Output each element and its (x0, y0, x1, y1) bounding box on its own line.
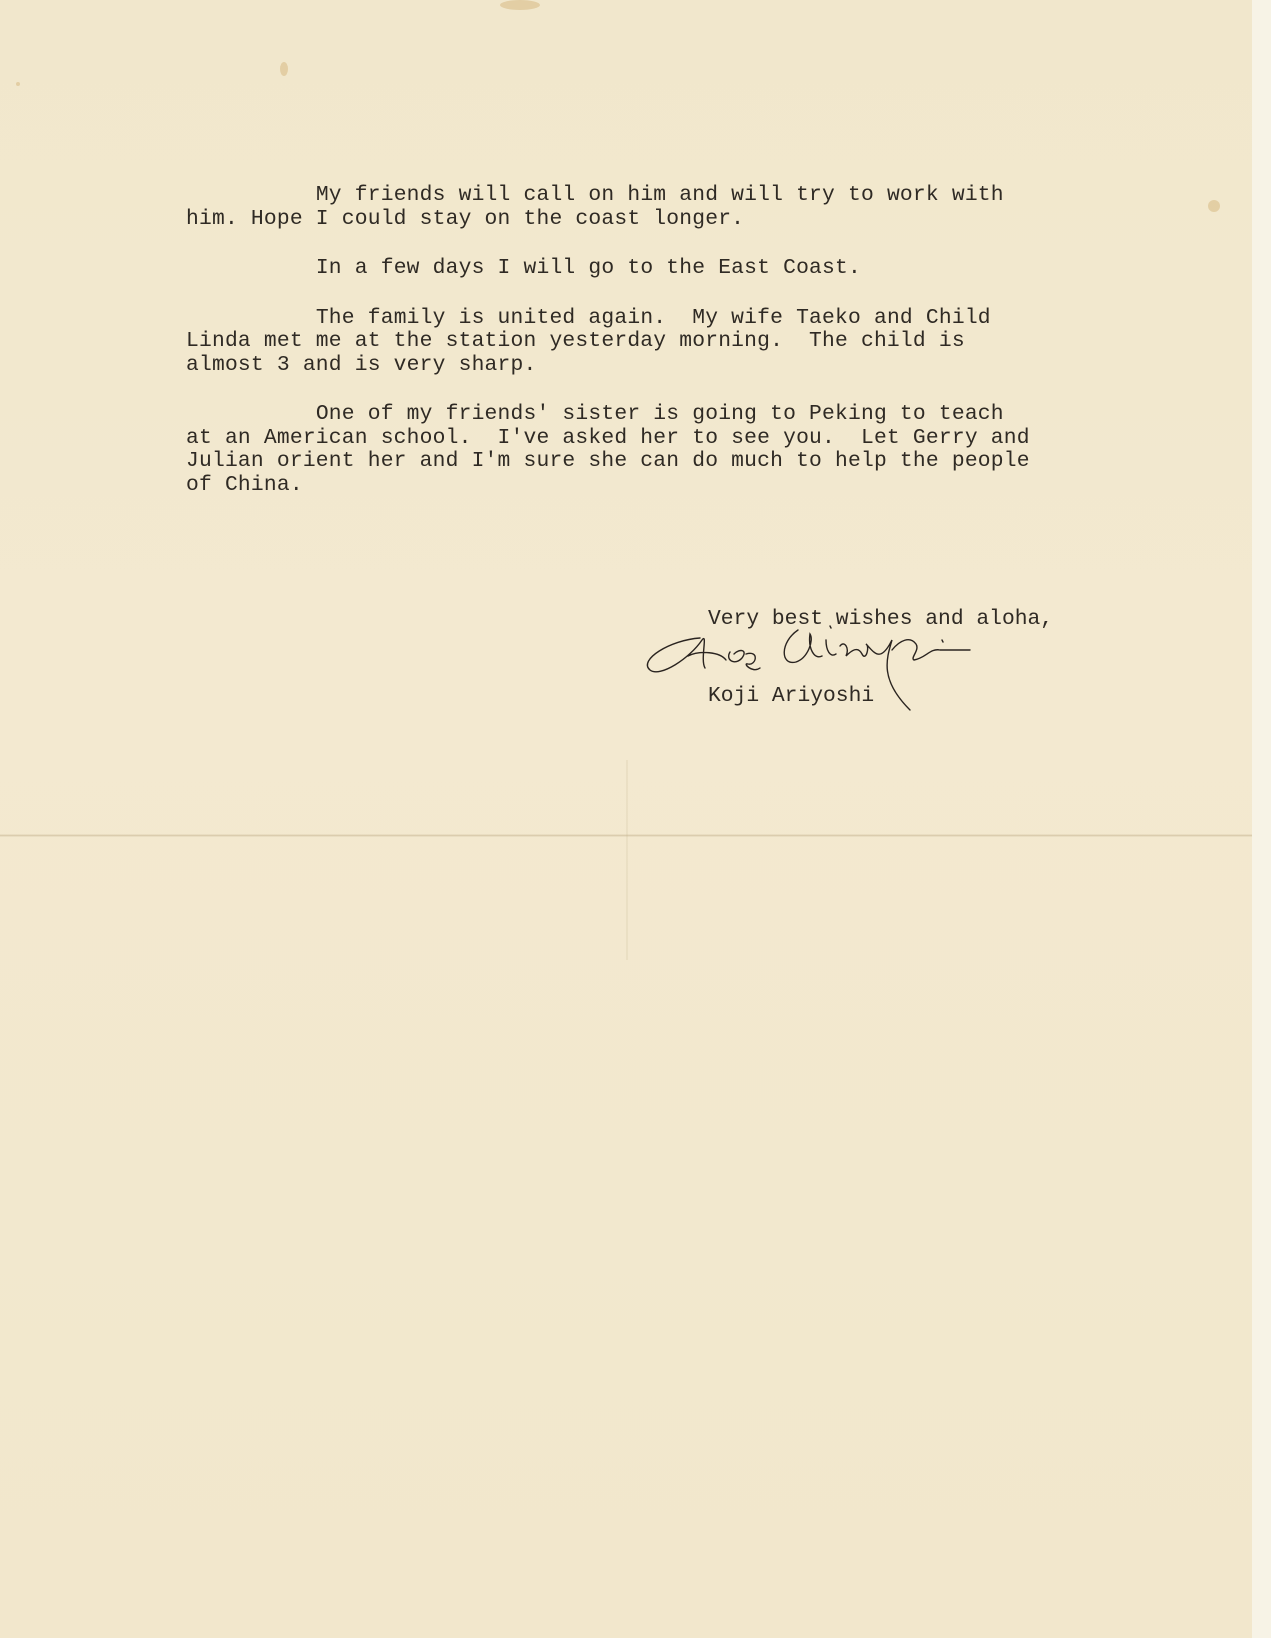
typed-name: Koji Ariyoshi (708, 684, 875, 708)
paper-stain (280, 62, 288, 76)
paper-crease (626, 760, 628, 960)
paragraph-1: My friends will call on him and will try to work with him. Hope I could stay on the coast longer. (186, 183, 1004, 231)
paragraph-2: In a few days I will go to the East Coast. (186, 256, 861, 280)
paper-stain (1208, 200, 1220, 212)
scan-edge (1252, 0, 1271, 1638)
paper-stain (16, 82, 20, 86)
paragraph-3: The family is united again. My wife Taeko and Child Linda met me at the station yesterday morning. The child is almost 3 and is very sharp. (186, 305, 991, 377)
closing-line: Very best wishes and aloha, (708, 607, 1054, 631)
letter-body (186, 184, 1166, 523)
paragraph-4: One of my friends' sister is going to Peking to teach at an American school. I've asked her to see you. Let Gerry and Julian orient her and I'm sure she can do much to help the people of China. (186, 402, 1030, 497)
paper-stain (500, 0, 540, 10)
